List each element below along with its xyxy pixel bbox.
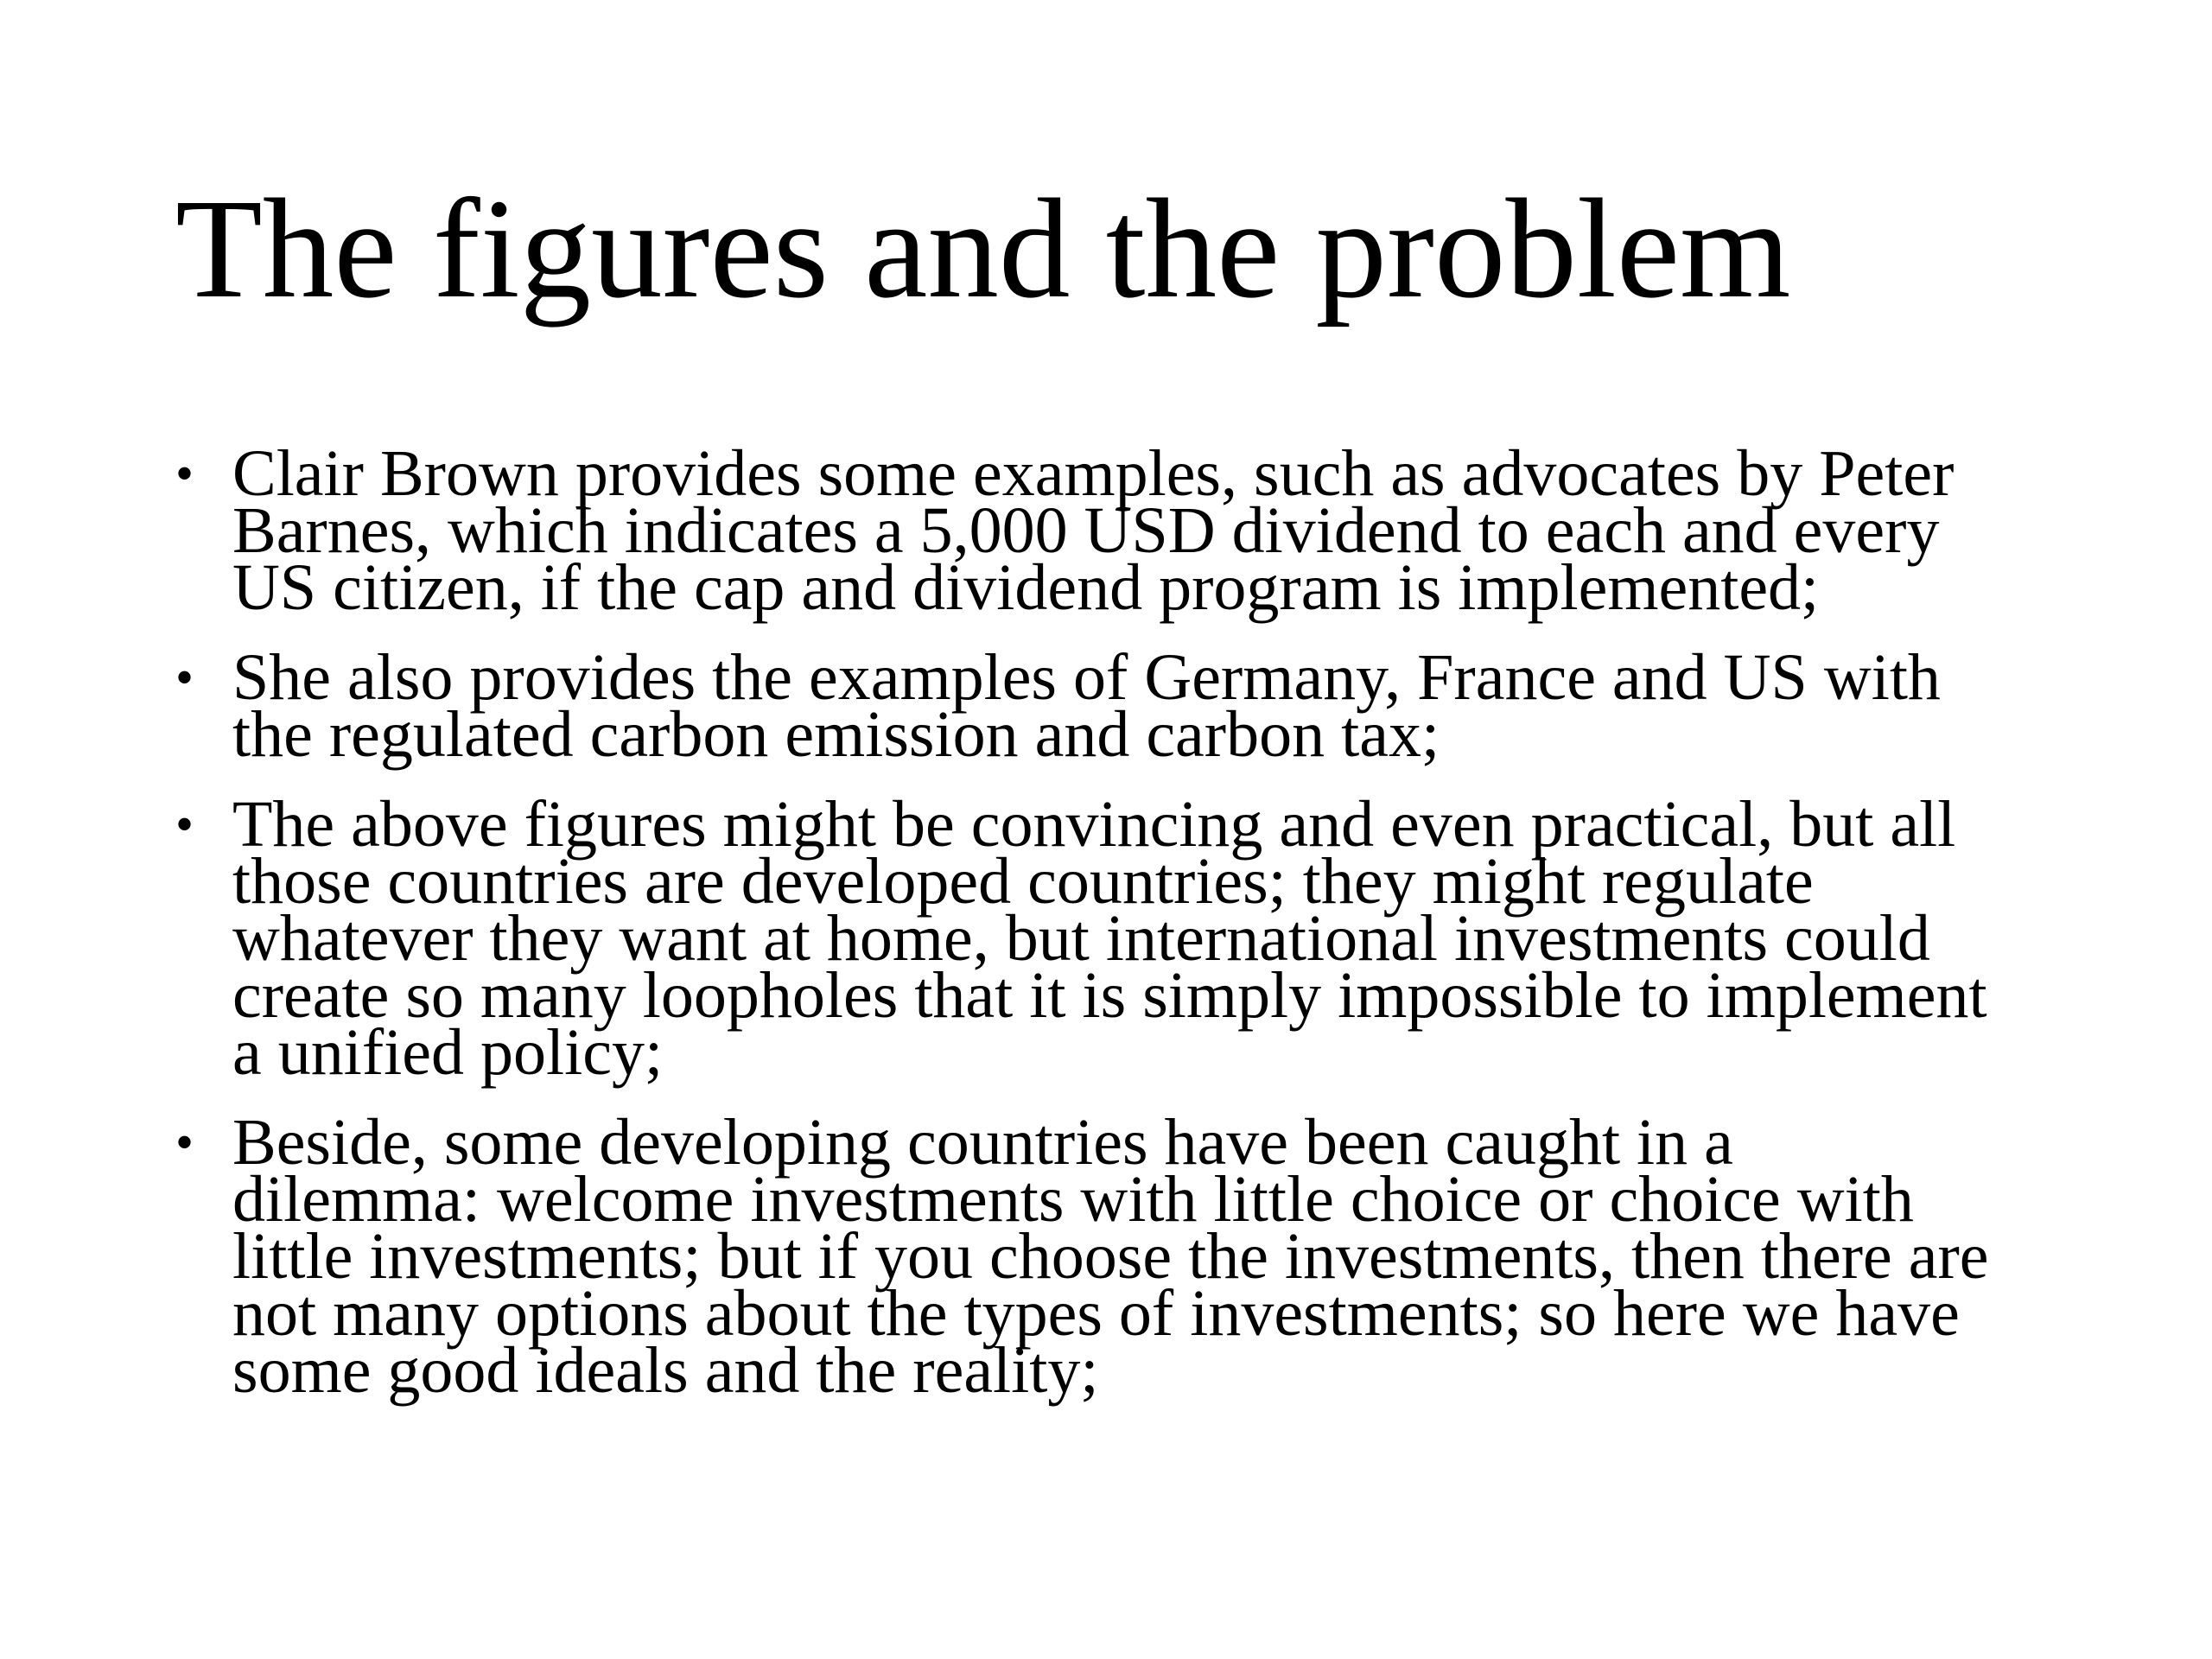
bullet-list [175, 437, 2076, 1432]
text-line: some good ideals and the reality; [232, 1334, 1099, 1407]
bullet-item [175, 1106, 2076, 1407]
text-line: Barnes, which indicates a 5,000 USD dividend to each and every [232, 494, 1940, 567]
text-line: She also provides the examples of Germany, France and US with [232, 641, 1941, 714]
text-line: The above figures might be convincing and even practical, but all [232, 788, 1956, 861]
text-line: the regulated carbon emission and carbon tax; [232, 698, 1440, 771]
bullet-text [232, 1106, 2076, 1407]
bullet-marker: • [175, 649, 194, 706]
bullet-text [232, 437, 2076, 624]
text-line: US citizen, if the cap and dividend program is implemented; [232, 551, 1820, 624]
text-line: create so many loopholes that it is simply impossible to implement [232, 959, 1987, 1032]
bullet-marker: • [175, 796, 194, 853]
bullet-text [232, 788, 2076, 1089]
text-line: a unified policy; [232, 1016, 664, 1089]
text-line: those countries are developed countries; they might regulate [232, 845, 1814, 918]
text-line: not many options about the types of investments; so here we have [232, 1277, 1960, 1350]
text-line: dilemma: welcome investments with little choice or choice with [232, 1163, 1914, 1236]
bullet-marker: • [175, 1114, 194, 1171]
text-line: Beside, some developing countries have been caught in a [232, 1106, 1733, 1179]
bullet-item [175, 788, 2076, 1089]
slide-title: The figures and the problem [175, 169, 1791, 327]
text-line: whatever they want at home, but international investments could [232, 902, 1930, 975]
bullet-text [232, 641, 2076, 771]
bullet-item [175, 641, 2076, 771]
bullet-item [175, 437, 2076, 624]
text-line: Clair Brown provides some examples, such as advocates by Peter [232, 437, 1955, 510]
bullet-marker: • [175, 445, 194, 502]
text-line: little investments; but if you choose the investments, then there are [232, 1220, 1989, 1293]
